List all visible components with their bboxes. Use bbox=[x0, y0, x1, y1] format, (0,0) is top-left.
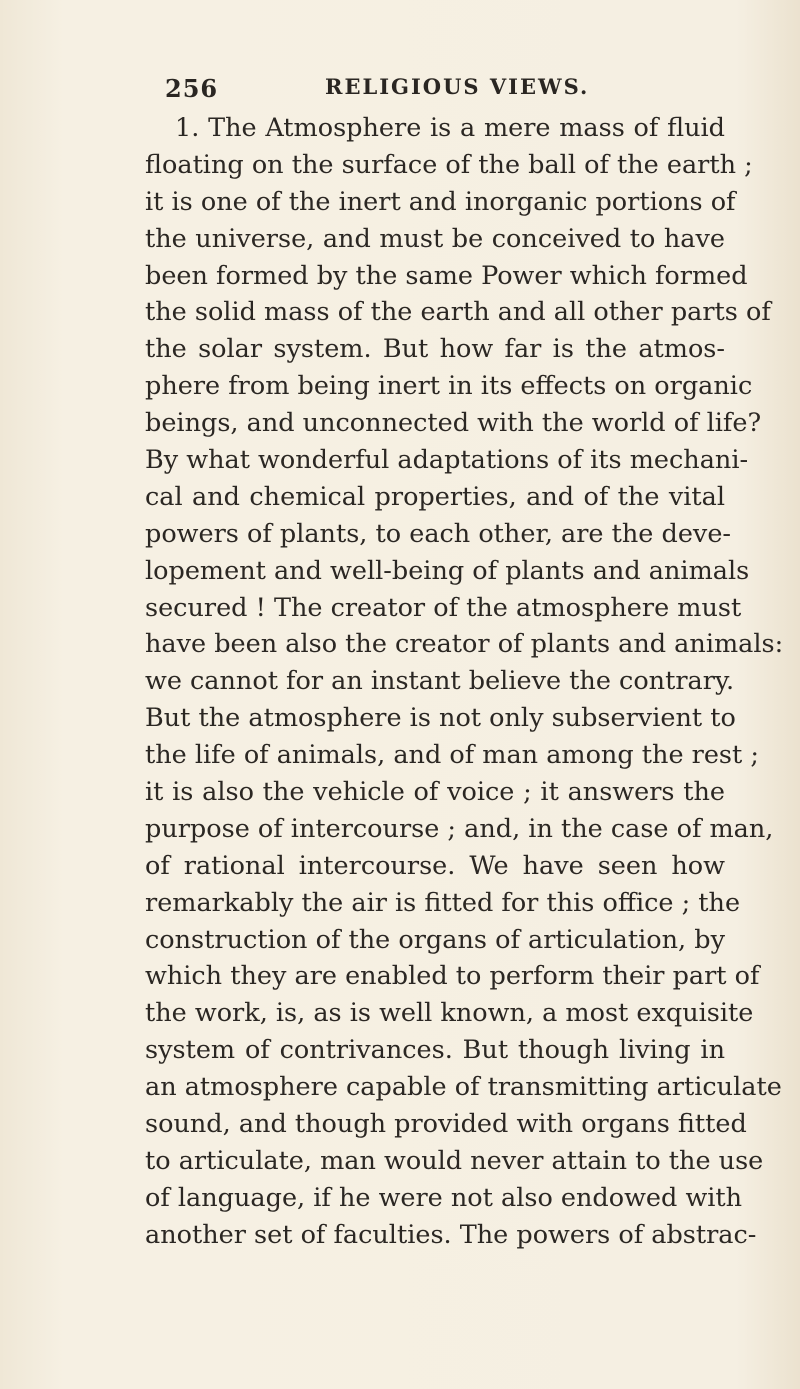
body-text bbox=[145, 110, 784, 1254]
page-number: 256 bbox=[165, 74, 219, 103]
text-line: which they are enabled to perform their part of bbox=[145, 961, 760, 992]
page-header bbox=[165, 74, 725, 110]
running-title: RELIGIOUS VIEWS. bbox=[325, 74, 590, 99]
text-line: an atmosphere capable of transmitting articulate bbox=[145, 1072, 782, 1103]
text-line: the solar system. But how far is the atmos- bbox=[145, 334, 725, 365]
text-line: But the atmosphere is not only subservient to bbox=[145, 703, 736, 734]
text-line: floating on the surface of the ball of the earth ; bbox=[145, 149, 753, 180]
text-line: sound, and though provided with organs fitted bbox=[145, 1109, 747, 1140]
text-line: By what wonderful adaptations of its mechani- bbox=[145, 445, 749, 476]
text-line: the work, is, as is well known, a most exquisite bbox=[145, 998, 754, 1029]
text-line: we cannot for an instant believe the contrary. bbox=[145, 666, 735, 697]
text-line: beings, and unconnected with the world of life? bbox=[145, 408, 762, 439]
text-line: been formed by the same Power which formed bbox=[145, 260, 748, 291]
text-line: secured ! The creator of the atmosphere must bbox=[145, 592, 742, 623]
text-line: the universe, and must be conceived to have bbox=[145, 223, 725, 254]
text-line: cal and chemical properties, and of the vital bbox=[145, 481, 725, 512]
text-line: the life of animals, and of man among the rest ; bbox=[145, 740, 759, 771]
text-line: have been also the creator of plants and animals: bbox=[145, 629, 784, 660]
text-line: of rational intercourse. We have seen how bbox=[145, 850, 725, 881]
text-line: powers of plants, to each other, are the deve- bbox=[145, 518, 732, 549]
text-line: to articulate, man would never attain to the use bbox=[145, 1145, 764, 1176]
text-line: system of contrivances. But though living in bbox=[145, 1035, 725, 1066]
text-line: construction of the organs of articulation, by bbox=[145, 924, 725, 955]
text-line: it is also the vehicle of voice ; it answers the bbox=[145, 777, 725, 808]
text-line: lopement and well-being of plants and animals bbox=[145, 555, 750, 586]
text-line: 1. The Atmosphere is a mere mass of fluid bbox=[175, 113, 725, 143]
text-line: of language, if he were not also endowed with bbox=[145, 1182, 743, 1213]
text-line: the solid mass of the earth and all other parts of bbox=[145, 297, 771, 328]
text-line: another set of faculties. The powers of abstrac- bbox=[145, 1219, 757, 1250]
text-line: remarkably the air is fitted for this office ; the bbox=[145, 887, 741, 918]
text-line: purpose of intercourse ; and, in the case of man, bbox=[145, 813, 774, 844]
text-line: phere from being inert in its effects on organic bbox=[145, 371, 753, 402]
text-line: it is one of the inert and inorganic portions of bbox=[145, 186, 736, 217]
